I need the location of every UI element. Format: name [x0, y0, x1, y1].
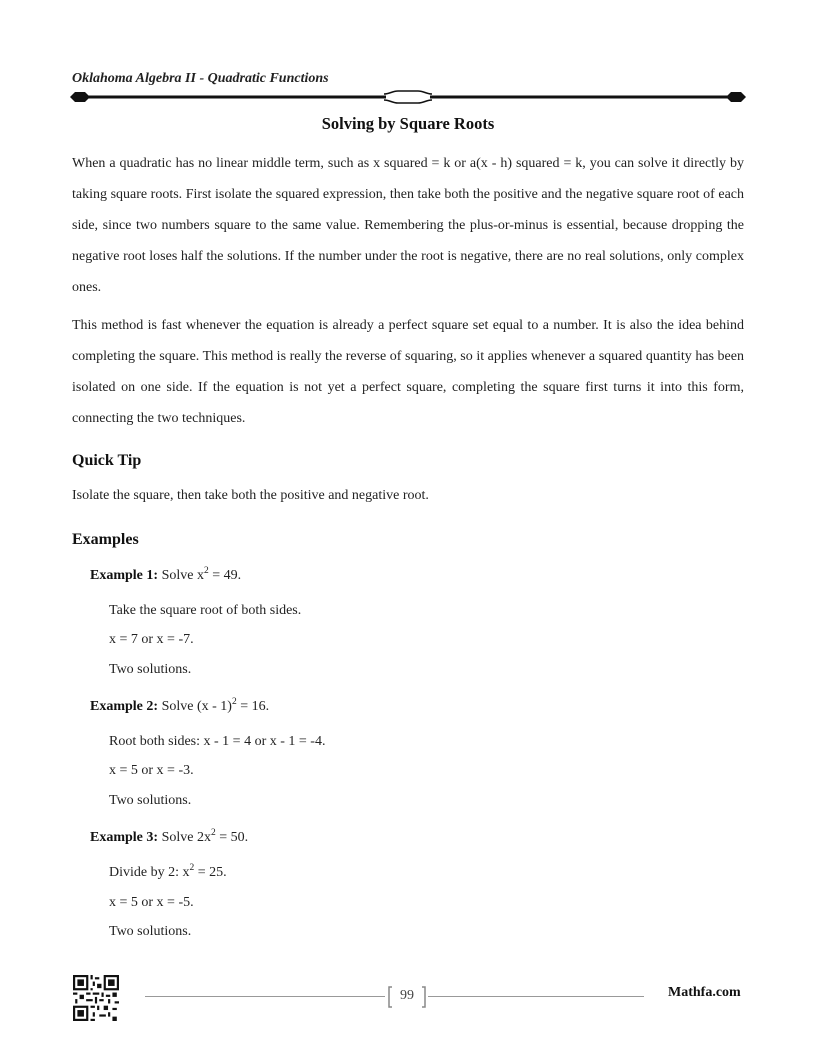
example-3-step: Two solutions. — [109, 924, 192, 939]
example-2-step: x = 5 or x = -3. — [109, 763, 194, 778]
intro-paragraph: When a quadratic has no linear middle term, such as x squared = k or a(x - h) squared = k, you can solve it directly by taking square roots. First isolate the squared expression, then take both the positive and the negative square root of each side, since two numbers square to the same value. Remembering the plus-or-minus is essential, because dropping the negative root loses half the solutions. If the number under the root is negative, there are no real solutions, only complex ones. — [72, 156, 744, 295]
example-1-prompt: Example 1: Solve $x^2 = 49$. — [90, 566, 242, 583]
example-2-step: Root both sides: x - 1 = 4 or x - 1 = -4. — [109, 734, 326, 749]
example-1-label: Example 1: — [90, 568, 159, 583]
examples-heading: Examples — [72, 531, 139, 548]
page-title: Solving by Square Roots — [321, 114, 495, 133]
example-1-step: x = 7 or x = -7. — [109, 632, 194, 647]
quick-tip-heading: Quick Tip — [72, 452, 142, 469]
footer-rule-right — [428, 996, 644, 997]
example-2-step: Two solutions. — [109, 793, 192, 808]
example-1-step: Take the square root of both sides. — [109, 603, 302, 618]
method-paragraph: This method is fast whenever the equation is already a perfect square set equal to a number. It is also the idea behind completing the square. This method is really the reverse of squaring, so it applies whenever a squared quantity has been isolated on one side. If the equation is not yet a perfect square, completing the square first turns it into this form, connecting the two techniques. — [72, 318, 744, 426]
running-header: Oklahoma Algebra II - Quadratic Functions — [72, 71, 329, 86]
site-name: Mathfa.com — [668, 985, 741, 1000]
example-2-prompt: Example 2: Solve (x - 1)$^2$ = 16. — [90, 697, 270, 714]
example-2-label: Example 2: — [90, 699, 159, 714]
footer-rule-left — [145, 996, 385, 997]
example-1-step: Two solutions. — [109, 662, 192, 677]
example-3-label: Example 3: — [90, 830, 159, 845]
qr-code-icon — [73, 975, 119, 1021]
example-3-step: Divide by 2: $x^2 = 25$. — [109, 863, 227, 880]
example-3-prompt: Example 3: Solve $2x^2 = 50$. — [90, 828, 249, 845]
quick-tip-text: Isolate the square, then take both the positive and negative root. — [72, 488, 429, 503]
example-3-step: x = 5 or x = -5. — [109, 895, 194, 910]
header-rule — [68, 88, 748, 106]
page-number: 99 — [400, 988, 414, 1003]
